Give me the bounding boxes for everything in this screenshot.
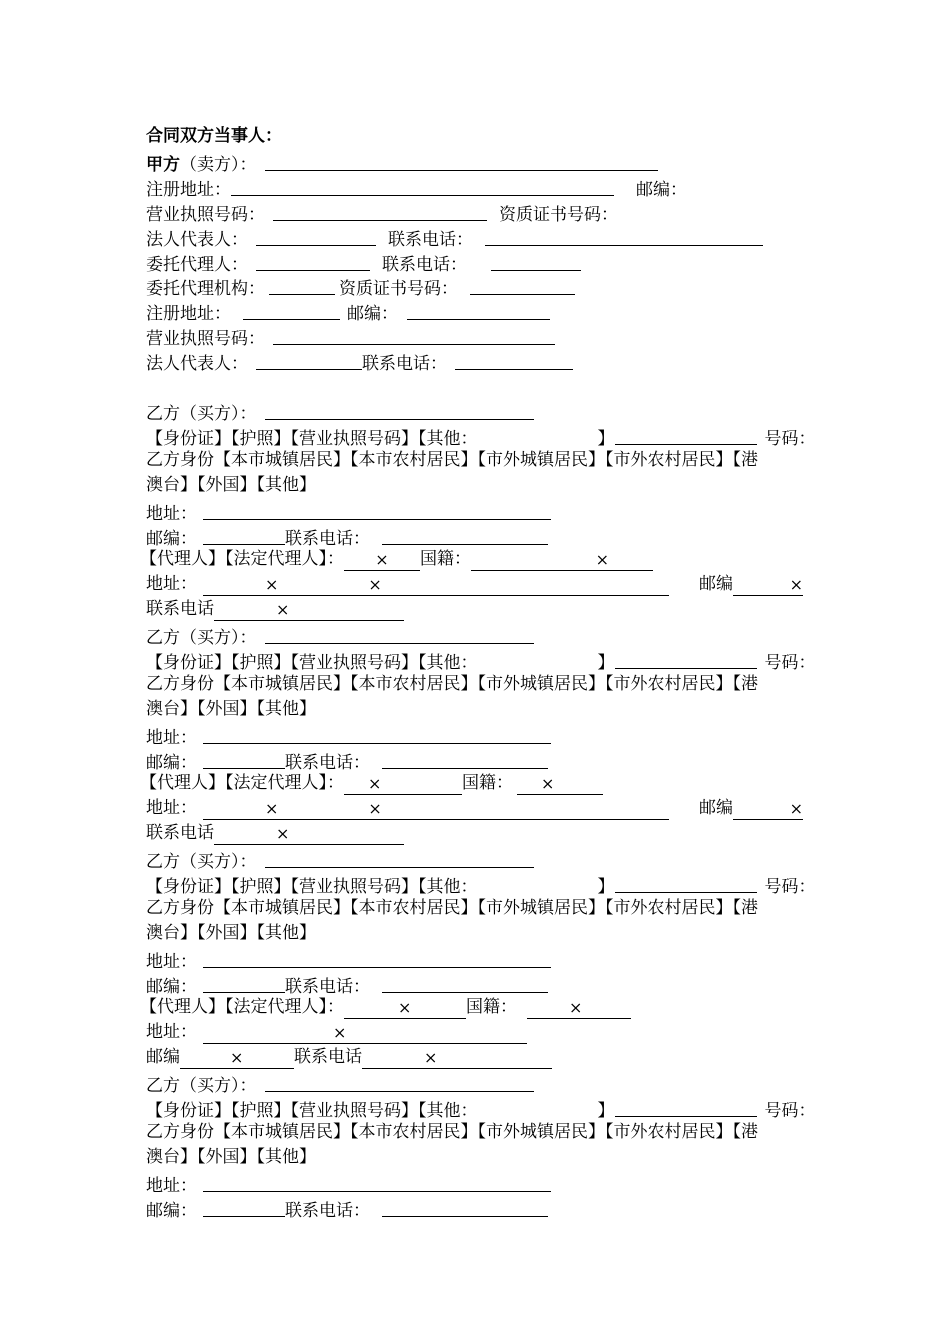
heading: 合同双方当事人：: [146, 126, 282, 146]
party-a-line: [146, 149, 658, 173]
postcode2-blank[interactable]: [180, 1048, 294, 1069]
party-b-1-agent-line: [140, 547, 653, 571]
license2-label: 营业执照号码：: [146, 329, 265, 349]
postcode-label: 邮编：: [146, 529, 197, 549]
party-b-3-agent-line: [140, 995, 631, 1019]
party-b-1-postcode-line: [146, 523, 548, 547]
qualification-blank[interactable]: [470, 274, 575, 295]
agent-types: 【代理人】【法定代理人】：: [140, 773, 344, 793]
address-blank[interactable]: [203, 499, 551, 520]
cross-mark: ×: [789, 575, 803, 594]
party-b-3-address2-line: [146, 1020, 527, 1044]
agent-blank[interactable]: [344, 774, 462, 795]
postcode-label: 邮编: [146, 1047, 180, 1067]
party-b-3-postcode2-line: [146, 1045, 552, 1069]
party-b-4-id-line: [146, 1095, 816, 1119]
party-a-label-rest: （卖方）：: [180, 155, 257, 175]
qualification-label: 资质证书号码：: [499, 205, 618, 225]
party-b-1-phone2-line: [146, 597, 404, 621]
party-a-legal-line: [146, 224, 763, 248]
cross-mark: ×: [333, 1023, 347, 1042]
postcode-label: 邮编：: [146, 753, 197, 773]
party-b-4-postcode-line: [146, 1195, 548, 1219]
party-b-label: 乙方（买方）：: [146, 1076, 257, 1096]
number-label: 号码：: [764, 429, 816, 449]
license-blank[interactable]: [273, 200, 487, 221]
id-types: 【身份证】【护照】【营业执照号码】【其他：: [146, 1101, 478, 1121]
party-b-name-blank[interactable]: [265, 1071, 534, 1092]
cross-mark: ×: [569, 998, 583, 1017]
party-b-name-blank[interactable]: [265, 847, 534, 868]
reg-address-label: 注册地址：: [146, 180, 231, 200]
phone-label: 联系电话：: [285, 977, 370, 997]
id-number-blank[interactable]: [615, 648, 757, 669]
agent-types: 【代理人】【法定代理人】：: [140, 549, 344, 569]
party-b-1-id-line: [146, 423, 816, 447]
nationality-blank[interactable]: [527, 998, 631, 1019]
cross-mark: ×: [368, 575, 382, 594]
cross-mark: ×: [789, 799, 803, 818]
party-b-1-address-line: [146, 498, 551, 522]
phone-label: 联系电话：: [285, 753, 370, 773]
party-b-label: 乙方（买方）：: [146, 628, 257, 648]
id-types: 【身份证】【护照】【营业执照号码】【其他：: [146, 653, 478, 673]
postcode-label: 邮编：: [636, 180, 687, 200]
address-label: 地址：: [146, 798, 197, 818]
nationality-label: 国籍：: [462, 773, 513, 793]
address-label: 地址：: [146, 952, 197, 972]
party-a-license2-line: [146, 323, 555, 347]
phone2-blank[interactable]: [455, 349, 573, 370]
phone2-blank[interactable]: [214, 600, 404, 621]
agent-label: 委托代理人：: [146, 255, 248, 275]
bracket-close: 】: [597, 877, 615, 897]
postcode-blank[interactable]: [203, 972, 285, 993]
id-number-blank[interactable]: [615, 424, 757, 445]
postcode2-label: 邮编：: [347, 304, 398, 324]
postcode2-blank[interactable]: [407, 299, 550, 320]
party-b-3-line: [146, 846, 534, 870]
postcode-label: 邮编：: [146, 1201, 197, 1221]
agent-types: 【代理人】【法定代理人】：: [140, 997, 344, 1017]
address-blank[interactable]: [203, 947, 551, 968]
address-label: 地址：: [146, 1176, 197, 1196]
number-label: 号码：: [764, 1101, 816, 1121]
license-label: 营业执照号码：: [146, 205, 265, 225]
number-label: 号码：: [764, 877, 816, 897]
address2-blank[interactable]: [203, 1023, 527, 1044]
agent-blank[interactable]: [256, 250, 370, 271]
party-b-2-identity-2: 澳台】【外国】【其他】: [146, 699, 316, 719]
party-b-2-phone2-line: [146, 821, 404, 845]
address-label: 地址：: [146, 728, 197, 748]
party-b-3-address-line: [146, 946, 551, 970]
agency-blank[interactable]: [269, 274, 335, 295]
agent-blank[interactable]: [344, 550, 420, 571]
party-b-1-address2-line: [146, 572, 810, 596]
postcode-label: 邮编: [699, 574, 733, 594]
party-b-4-address-line: [146, 1170, 551, 1194]
phone-label: 联系电话：: [285, 1201, 370, 1221]
phone2-blank[interactable]: [214, 824, 404, 845]
party-b-1-line: [146, 398, 534, 422]
nationality-label: 国籍：: [466, 997, 517, 1017]
party-a-agent-line: [146, 249, 581, 273]
party-a-legal2-line: [146, 348, 573, 372]
cross-mark: ×: [265, 575, 279, 594]
party-b-1-identity-2: 澳台】【外国】【其他】: [146, 475, 316, 495]
cross-mark: ×: [230, 1048, 244, 1067]
phone-blank[interactable]: [382, 972, 548, 993]
id-types: 【身份证】【护照】【营业执照号码】【其他：: [146, 429, 478, 449]
phone-label: 联系电话: [294, 1047, 362, 1067]
id-number-blank[interactable]: [615, 872, 757, 893]
party-a-label: 甲方: [146, 155, 180, 175]
phone-blank[interactable]: [485, 225, 763, 246]
cross-mark: ×: [265, 799, 279, 818]
license2-blank[interactable]: [273, 324, 555, 345]
cross-mark: ×: [375, 550, 389, 569]
address2-blank[interactable]: [203, 575, 669, 596]
party-b-2-id-line: [146, 647, 816, 671]
postcode-label: 邮编：: [146, 977, 197, 997]
party-b-4-line: [146, 1070, 534, 1094]
phone-label: 联系电话: [146, 823, 214, 843]
legal-rep2-label: 法人代表人：: [146, 354, 248, 374]
nationality-label: 国籍：: [420, 549, 471, 569]
address2-blank[interactable]: [203, 799, 669, 820]
cross-mark: ×: [276, 824, 290, 843]
party-b-4-identity-1: 乙方身份【本市城镇居民】【本市农村居民】【市外城镇居民】【市外农村居民】【港: [146, 1122, 758, 1142]
bracket-close: 】: [597, 653, 615, 673]
bracket-close: 】: [597, 1101, 615, 1121]
cross-mark: ×: [424, 1048, 438, 1067]
address-blank[interactable]: [203, 1171, 551, 1192]
agency-label: 委托代理机构：: [146, 279, 265, 299]
address-label: 地址：: [146, 574, 197, 594]
postcode-label: 邮编: [699, 798, 733, 818]
phone2-label: 联系电话：: [362, 354, 447, 374]
party-b-3-identity-2: 澳台】【外国】【其他】: [146, 923, 316, 943]
id-types: 【身份证】【护照】【营业执照号码】【其他：: [146, 877, 478, 897]
phone-blank[interactable]: [382, 524, 548, 545]
reg-address-blank[interactable]: [231, 175, 614, 196]
reg-address2-label: 注册地址：: [146, 304, 231, 324]
party-b-3-postcode-line: [146, 971, 548, 995]
number-label: 号码：: [764, 653, 816, 673]
party-a-reg2-line: [146, 298, 550, 322]
party-b-3-identity-1: 乙方身份【本市城镇居民】【本市农村居民】【市外城镇居民】【市外农村居民】【港: [146, 898, 758, 918]
phone-blank[interactable]: [382, 1196, 548, 1217]
party-b-name-blank[interactable]: [265, 623, 534, 644]
party-a-license-line: [146, 199, 618, 223]
party-b-2-identity-1: 乙方身份【本市城镇居民】【本市农村居民】【市外城镇居民】【市外农村居民】【港: [146, 674, 758, 694]
postcode-blank[interactable]: [203, 748, 285, 769]
party-b-label: 乙方（买方）：: [146, 404, 257, 424]
postcode2-blank[interactable]: [733, 799, 803, 820]
address-blank[interactable]: [203, 723, 551, 744]
party-b-2-line: [146, 622, 534, 646]
postcode-blank[interactable]: [203, 524, 285, 545]
party-b-2-postcode-line: [146, 747, 548, 771]
phone-label: 联系电话：: [285, 529, 370, 549]
nationality-blank[interactable]: [517, 774, 603, 795]
cross-mark: ×: [368, 799, 382, 818]
party-b-2-address2-line: [146, 796, 810, 820]
party-a-reg-line: [146, 174, 687, 198]
phone-blank[interactable]: [382, 748, 548, 769]
cross-mark: ×: [368, 774, 382, 793]
party-b-2-agent-line: [140, 771, 603, 795]
cross-mark: ×: [595, 550, 609, 569]
bracket-close: 】: [597, 429, 615, 449]
address-label: 地址：: [146, 1022, 197, 1042]
postcode-blank[interactable]: [203, 1196, 285, 1217]
postcode2-blank[interactable]: [733, 575, 803, 596]
legal-rep-label: 法人代表人：: [146, 230, 248, 250]
party-b-label: 乙方（买方）：: [146, 852, 257, 872]
cross-mark: ×: [541, 774, 555, 793]
party-a-name-blank[interactable]: [265, 150, 658, 171]
nationality-blank[interactable]: [471, 550, 653, 571]
reg-address2-blank[interactable]: [243, 299, 340, 320]
party-b-2-address-line: [146, 722, 551, 746]
phone2-blank[interactable]: [362, 1048, 552, 1069]
party-b-3-id-line: [146, 871, 816, 895]
legal-rep-blank[interactable]: [256, 225, 376, 246]
party-b-1-identity-1: 乙方身份【本市城镇居民】【本市农村居民】【市外城镇居民】【市外农村居民】【港: [146, 450, 758, 470]
cross-mark: ×: [276, 600, 290, 619]
cross-mark: ×: [398, 998, 412, 1017]
party-a-agency-line: [146, 273, 575, 297]
party-b-name-blank[interactable]: [265, 399, 534, 420]
phone-label: 联系电话: [146, 599, 214, 619]
phone-label: 联系电话：: [388, 230, 473, 250]
phone-label: 联系电话：: [382, 255, 467, 275]
qualification-label: 资质证书号码：: [339, 279, 458, 299]
phone-blank[interactable]: [491, 250, 581, 271]
id-number-blank[interactable]: [615, 1096, 757, 1117]
address-label: 地址：: [146, 504, 197, 524]
legal-rep2-blank[interactable]: [256, 349, 362, 370]
agent-blank[interactable]: [344, 998, 466, 1019]
party-b-4-identity-2: 澳台】【外国】【其他】: [146, 1147, 316, 1167]
